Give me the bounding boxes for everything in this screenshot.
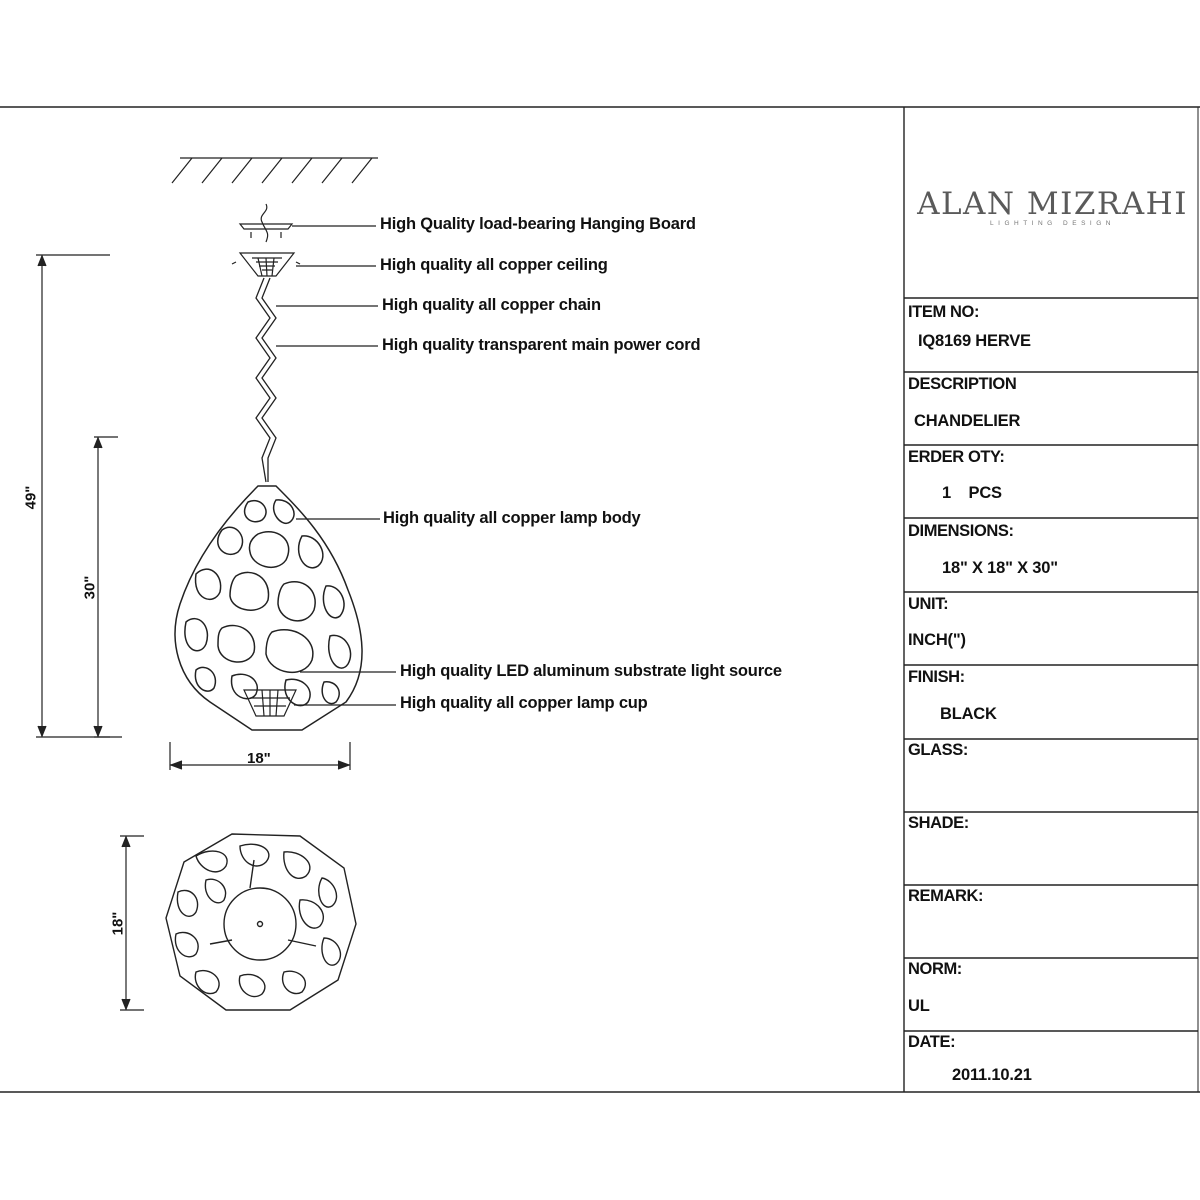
description-label: DESCRIPTION <box>908 375 1017 393</box>
dim-label-body-height: 30" <box>81 575 99 600</box>
order-qty-value: 1 PCS <box>942 484 1002 502</box>
shade-label: SHADE: <box>908 814 969 832</box>
dim-label-overall-height: 49" <box>22 485 40 510</box>
norm-value: UL <box>908 997 930 1015</box>
dim-overall-height <box>36 255 110 737</box>
callout-light-source: High quality LED aluminum substrate light source <box>400 662 782 680</box>
brand-logo: ALAN MIZRAHI <box>917 186 1188 222</box>
callout-hanging-board: High Quality load-bearing Hanging Board <box>380 215 696 233</box>
lamp-body <box>175 486 362 730</box>
brand-tagline: LIGHTING DESIGN <box>990 220 1115 227</box>
glass-label: GLASS: <box>908 741 968 759</box>
chain <box>256 278 276 482</box>
hanging-board <box>240 204 292 242</box>
dim-label-width: 18" <box>247 750 271 767</box>
ceiling-canopy <box>232 253 300 276</box>
norm-label: NORM: <box>908 960 962 978</box>
unit-label: UNIT: <box>908 595 949 613</box>
callout-power-cord: High quality transparent main power cord <box>382 336 701 354</box>
callout-lamp-cup: High quality all copper lamp cup <box>400 694 648 712</box>
callout-lamp-body: High quality all copper lamp body <box>383 509 641 527</box>
order-qty-label: ERDER OTY: <box>908 448 1005 466</box>
spec-panel-grid <box>904 298 1198 1031</box>
top-view <box>166 834 356 1010</box>
dimensions-value: 18" X 18" X 30" <box>942 559 1058 577</box>
finish-value: BLACK <box>940 705 997 723</box>
dim-label-top-view: 18" <box>109 911 127 936</box>
unit-value: INCH(") <box>908 631 966 649</box>
item-no-label: ITEM NO: <box>908 303 980 321</box>
callout-chain: High quality all copper chain <box>382 296 601 314</box>
ceiling-hatch <box>172 158 378 183</box>
finish-label: FINISH: <box>908 668 965 686</box>
remark-label: REMARK: <box>908 887 984 905</box>
callout-ceiling: High quality all copper ceiling <box>380 256 608 274</box>
lamp-cup <box>244 690 296 716</box>
item-no-value: IQ8169 HERVE <box>918 332 1031 350</box>
callout-leaders <box>276 226 396 705</box>
date-label: DATE: <box>908 1033 956 1051</box>
description-value: CHANDELIER <box>914 412 1021 430</box>
dimensions-label: DIMENSIONS: <box>908 522 1014 540</box>
date-value: 2011.10.21 <box>952 1066 1032 1084</box>
